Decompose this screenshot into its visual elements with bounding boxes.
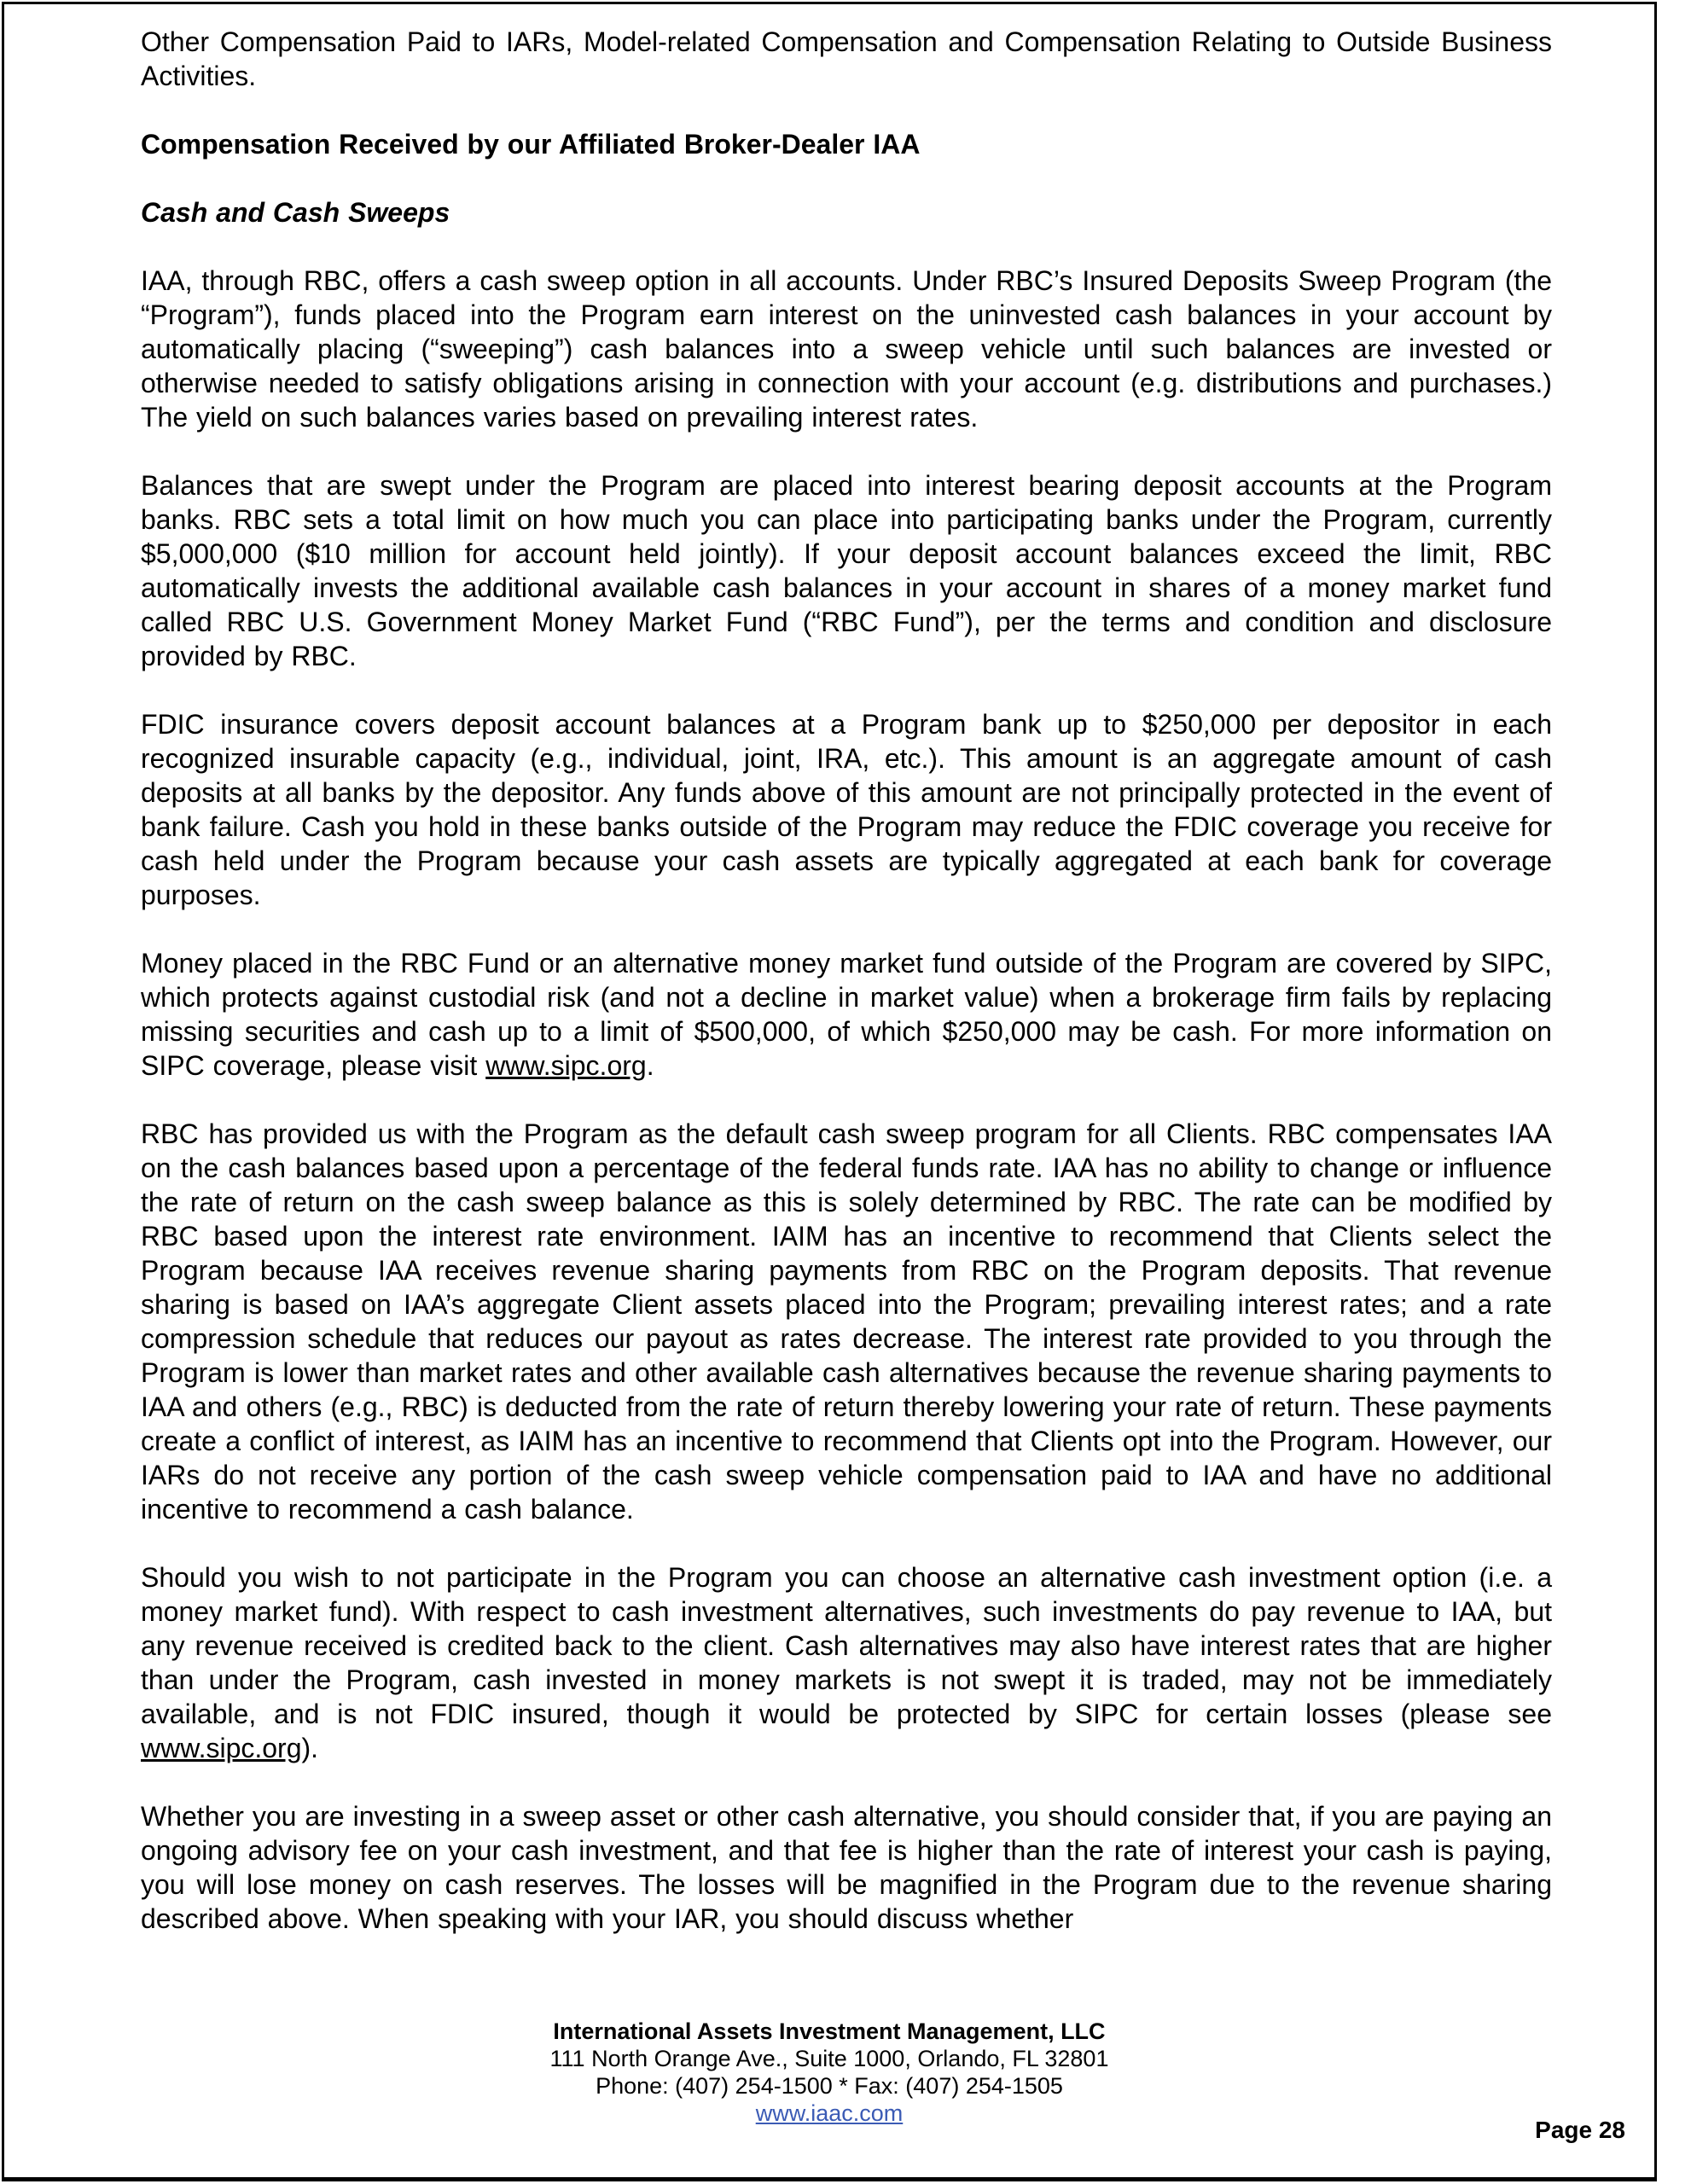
paragraph: Whether you are investing in a sweep asset or other cash alternative, you should consider that, if you are paying an ongoing advisory fee on your cash investment, and that fee is higher than the rate of interest your cash is paying, you will lose money on cash reserves. The losses will be magnified in the Program due to the revenue sharing described above. When speaking with your IAR, you should discuss whether (141, 1801, 1552, 1934)
footer-company-name: International Assets Investment Management, LLC (553, 2018, 1106, 2044)
sub-section-heading: Cash and Cash Sweeps (141, 197, 450, 228)
document-body (4, 4, 1654, 1936)
paragraph: IAA, through RBC, offers a cash sweep option in all accounts. Under RBC’s Insured Deposits Sweep Program (the “Program”), funds placed into the Program earn interest on the uninvested cash balances in your account by automatically placing (“sweeping”) cash balances into a sweep vehicle until such balances are invested or otherwise needed to satisfy obligations arising in connection with your account (e.g. distributions and purchases.) The yield on such balances varies based on prevailing interest rates. (141, 265, 1552, 433)
footer-website-row (4, 2100, 1654, 2127)
section-heading: Compensation Received by our Affiliated Broker-Dealer IAA (141, 129, 921, 160)
iaac-website-link[interactable]: www.iaac.com (755, 2100, 904, 2126)
paragraph: Should you wish to not participate in the Program you can choose an alternative cash investment option (i.e. a money market fund). With respect to cash investment alternatives, such investments do pay revenue to IAA, but any revenue received is credited back to the client. Cash alternatives may also have interest rates that are higher than under the Program, cash invested in money markets is not swept it is traded, may not be immediately available, and is not FDIC insured, though it would be protected by SIPC for certain losses (please see www.sipc.org). (141, 1562, 1552, 1763)
paragraph: Balances that are swept under the Program are placed into interest bearing deposit accounts at the Program banks. RBC sets a total limit on how much you can place into participating banks under the Program, currently $5,000,000 ($10 million for account held jointly). If your deposit account balances exceed the limit, RBC automatically invests the additional available cash balances in your account in shares of a money market fund called RBC U.S. Government Money Market Fund (“RBC Fund”), per the terms and condition and disclosure provided by RBC. (141, 470, 1552, 671)
footer-address: 111 North Orange Ave., Suite 1000, Orlando, FL 32801 (549, 2046, 1109, 2071)
sipc-link[interactable]: www.sipc.org (141, 1733, 302, 1763)
page-footer (4, 2018, 1654, 2127)
sipc-link[interactable]: www.sipc.org (485, 1050, 647, 1081)
page-number: Page 28 (1535, 2117, 1625, 2143)
paragraph: RBC has provided us with the Program as the default cash sweep program for all Clients. RBC compensates IAA on the cash balances based upon a percentage of the federal funds rate. IAA has no ability to change or influence the rate of return on the cash sweep balance as this is solely determined by RBC. The rate can be modified by RBC based upon the interest rate environment. IAIM has an incentive to recommend that Clients select the Program because IAA receives revenue sharing payments from RBC on the Program deposits. That revenue sharing is based on IAA’s aggregate Client assets placed into the Program; prevailing interest rates; and a rate compression schedule that reduces our payout as rates decrease. The interest rate provided to you through the Program is lower than market rates and other available cash alternatives because the revenue sharing payments to IAA and others (e.g., RBC) is deducted from the rate of return thereby lowering your rate of return. These payments create a conflict of interest, as IAIM has an incentive to recommend that Clients opt into the Program. However, our IARs do not receive any portion of the cash sweep vehicle compensation paid to IAA and have no additional incentive to recommend a cash balance. (141, 1118, 1552, 1525)
paragraph: Money placed in the RBC Fund or an alternative money market fund outside of the Program are covered by SIPC, which protects against custodial risk (and not a decline in market value) when a brokerage firm fails by replacing missing securities and cash up to a limit of $500,000, of which $250,000 may be cash. For more information on SIPC coverage, please visit www.sipc.org. (141, 948, 1552, 1081)
footer-phone-fax: Phone: (407) 254-1500 * Fax: (407) 254-1505 (596, 2073, 1063, 2099)
document-page (2, 2, 1657, 2181)
paragraph: FDIC insurance covers deposit account balances at a Program bank up to $250,000 per depositor in each recognized insurable capacity (e.g., individual, joint, IRA, etc.). This amount is an aggregate amount of cash deposits at all banks by the depositor. Any funds above of this amount are not principally protected in the event of bank failure. Cash you hold in these banks outside of the Program may reduce the FDIC coverage you receive for cash held under the Program because your cash assets are typically aggregated at each bank for coverage purposes. (141, 709, 1552, 910)
paragraph: Other Compensation Paid to IARs, Model-related Compensation and Compensation Relating to Outside Business Activities. (141, 26, 1552, 91)
